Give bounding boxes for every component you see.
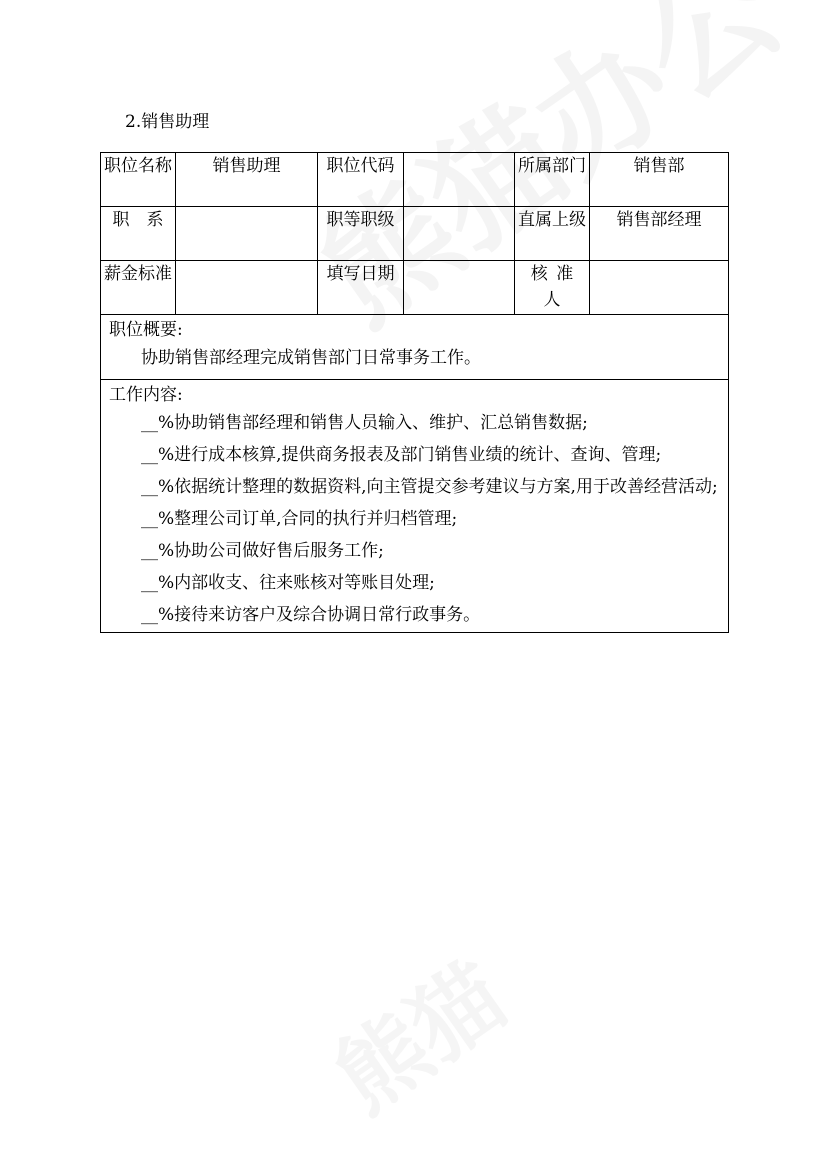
table-row [101, 207, 729, 261]
work-content-block [101, 380, 728, 632]
summary-cell [101, 315, 729, 380]
job-grade-value [404, 207, 515, 261]
work-content-title: 工作内容: [109, 385, 183, 405]
job-family-label: 职 系 [101, 207, 176, 261]
list-item: __%进行成本核算,提供商务报表及部门销售业绩的统计、查询、管理; [141, 445, 662, 465]
summary-body: 协助销售部经理完成销售部门日常事务工作。 [141, 348, 481, 368]
watermark-bottom [340, 977, 502, 1102]
salary-standard-label: 薪金标准 [101, 261, 176, 315]
fill-date-value [404, 261, 515, 315]
summary-title: 职位概要: [109, 320, 183, 340]
position-code-value [404, 153, 515, 207]
list-item: __%依据统计整理的数据资料,向主管提交参考建议与方案,用于改善经营活动; [141, 477, 718, 497]
job-description-table [100, 152, 729, 633]
approver-value [590, 261, 729, 315]
list-item: __%协助公司做好售后服务工作; [141, 541, 384, 561]
fill-date-label: 填写日期 [318, 261, 404, 315]
table-row [101, 153, 729, 207]
salary-standard-value [176, 261, 318, 315]
summary-block [101, 315, 728, 379]
approver-label: 核 准 人 [515, 261, 590, 315]
direct-supervisor-label: 直属上级 [515, 207, 590, 261]
table-row [101, 315, 729, 380]
work-content-cell [101, 380, 729, 633]
job-grade-label: 职等职级 [318, 207, 404, 261]
list-item: __%协助销售部经理和销售人员输入、维护、汇总销售数据; [141, 413, 588, 433]
position-name-value: 销售助理 [176, 153, 318, 207]
job-family-value [176, 207, 318, 261]
list-item: __%内部收支、往来账核对等账目处理; [141, 573, 435, 593]
direct-supervisor-value: 销售部经理 [590, 207, 729, 261]
table-row [101, 380, 729, 633]
position-code-label: 职位代码 [318, 153, 404, 207]
section-title: 2.销售助理 [125, 112, 210, 132]
department-value: 销售部 [590, 153, 729, 207]
department-label: 所属部门 [515, 153, 590, 207]
list-item: __%整理公司订单,合同的执行并归档管理; [141, 509, 458, 529]
list-item: __%接待来访客户及综合协调日常行政事务。 [141, 605, 481, 625]
table-row [101, 261, 729, 315]
position-name-label: 职位名称 [101, 153, 176, 207]
